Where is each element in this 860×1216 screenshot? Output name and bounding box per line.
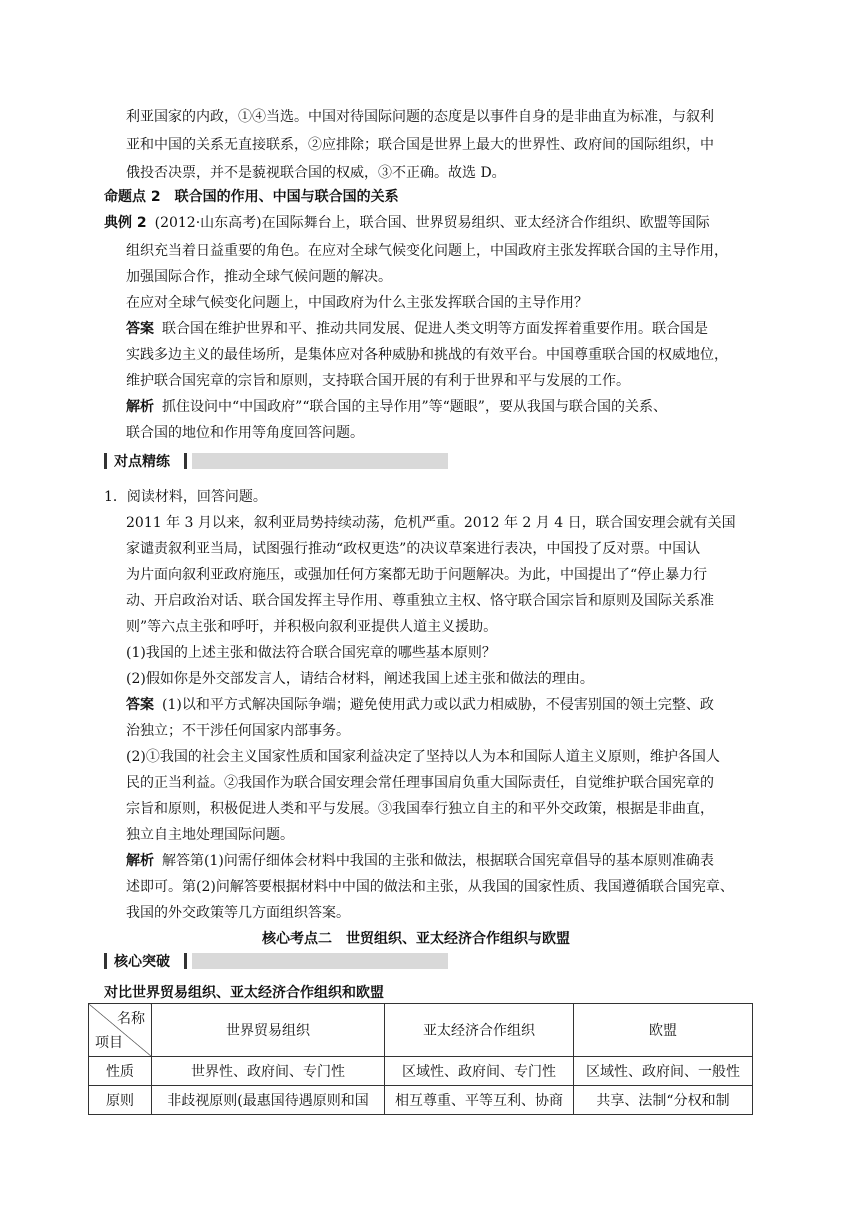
table-cell: 非歧视原则(最惠国待遇原则和国	[152, 1086, 385, 1115]
material-line: 动、开启政治对话、联合国发挥主导作用、尊重独立主权、恪守联合国宗旨和原则及国际关系准	[126, 593, 714, 609]
material-line: 家谴责叙利亚当局，试图强行推动“政权更迭”的决议草案进行表决，中国投了反对票。中国认	[126, 541, 701, 557]
example-line	[104, 213, 710, 233]
section-bar-tick	[184, 453, 187, 469]
section-bar-tick	[184, 953, 187, 969]
table-header-row	[89, 1004, 753, 1057]
proposition-point-heading: 命题点 2 联合国的作用、中国与联合国的关系	[104, 189, 399, 205]
answer-line	[126, 695, 714, 715]
section-bar-fill	[192, 453, 448, 469]
section-bar-fill	[192, 953, 448, 969]
analysis-line	[126, 397, 667, 417]
section-bar-practice	[104, 452, 448, 470]
answer-label: 答案	[126, 697, 154, 713]
text-line: 实践多边主义的最佳场所，是集体应对各种威胁和挑战的有效平台。中国尊重联合国的权威地位，	[126, 347, 728, 363]
analysis-text: 解答第(1)问需仔细体会材料中我国的主张和做法，根据联合国宪章倡导的基本原则准确表	[162, 853, 714, 869]
text-line: 治独立；不干涉任何国家内部事务。	[126, 723, 350, 739]
corner-label-item: 项目	[95, 1035, 123, 1051]
text-line: 宗旨和原则，积极促进人类和平与发展。③我国奉行独立自主的和平外交政策，根据是非曲直，	[126, 801, 714, 817]
core-topic-heading: 核心考点二 世贸组织、亚太经济合作组织与欧盟	[262, 931, 570, 947]
sub-question: (1)我国的上述主张和做法符合联合国宪章的哪些基本原则？	[126, 645, 496, 661]
text-line: 我国的外交政策等几方面组织答案。	[126, 905, 350, 921]
section-bar-tick	[104, 453, 107, 469]
answer-label: 答案	[126, 321, 154, 337]
text-line: 述即可。第(2)问解答要根据材料中中国的做法和主张，从我国的国家性质、我国遵循联合国宪章、	[126, 879, 734, 895]
table-cell: 共享、法制“分权和制	[574, 1086, 753, 1115]
example-label: 典例 2	[104, 215, 147, 231]
analysis-line	[126, 851, 714, 871]
text-line: 加强国际合作，推动全球气候问题的解决。	[126, 269, 392, 285]
row-label: 原则	[89, 1086, 152, 1115]
table-corner-cell	[89, 1004, 152, 1057]
table-cell: 区域性、政府间、一般性	[574, 1057, 753, 1086]
section-title: 对点精练	[114, 454, 170, 470]
material-line: 2011 年 3 月以来，叙利亚局势持续动荡，危机严重。2012 年 2 月 4 日，联合国安理会就有关国	[126, 515, 736, 531]
section-title: 核心突破	[114, 954, 170, 970]
row-label: 性质	[89, 1057, 152, 1086]
answer-line	[126, 319, 708, 339]
table-header-cell: 亚太经济合作组织	[385, 1004, 574, 1057]
analysis-label: 解析	[126, 853, 154, 869]
table-header-cell: 世界贸易组织	[152, 1004, 385, 1057]
text-line: 联合国的地位和作用等角度回答问题。	[126, 425, 364, 441]
question-heading: 1．阅读材料，回答问题。	[104, 489, 267, 505]
text-line: 维护联合国宪章的宗旨和原则，支持联合国开展的有利于世界和平与发展的工作。	[126, 373, 630, 389]
text-line: 民的正当利益。②我国作为联合国安理会常任理事国肩负重大国际责任，自觉维护联合国宪章的	[126, 775, 714, 791]
example-text: (2012·山东高考)在国际舞台上，联合国、世界贸易组织、亚太经济合作组织、欧盟等国际	[154, 215, 710, 231]
comparison-table	[88, 1003, 753, 1115]
text-line: 俄投否决票，并不是藐视联合国的权威，③不正确。故选 D。	[126, 165, 506, 181]
table-row	[89, 1057, 753, 1086]
question-text: 在应对全球气候变化问题上，中国政府为什么主张发挥联合国的主导作用？	[126, 295, 588, 311]
text-line: 利亚国家的内政，①④当选。中国对待国际问题的态度是以事件自身的是非曲直为标准，与叙利	[126, 109, 714, 125]
material-line: 则”等六点主张和呼吁，并积极向叙利亚提供人道主义援助。	[126, 619, 498, 635]
section-bar-core	[104, 952, 448, 970]
table-cell: 区域性、政府间、专门性	[385, 1057, 574, 1086]
analysis-text: 抓住设问中“中国政府”“联合国的主导作用”等“题眼”，要从我国与联合国的关系、	[162, 399, 667, 415]
section-bar-tick	[104, 953, 107, 969]
table-row	[89, 1086, 753, 1115]
answer-text: 联合国在维护世界和平、推动共同发展、促进人类文明等方面发挥着重要作用。联合国是	[162, 321, 708, 337]
analysis-label: 解析	[126, 399, 154, 415]
material-line: 为片面向叙利亚政府施压，或强加任何方案都无助于问题解决。为此，中国提出了“停止暴力行	[126, 567, 708, 583]
text-line: 独立自主地处理国际问题。	[126, 827, 294, 843]
table-cell: 世界性、政府间、专门性	[152, 1057, 385, 1086]
answer-text: (1)以和平方式解决国际争端；避免使用武力或以武力相威胁，不侵害别国的领土完整、政	[162, 697, 714, 713]
text-line: 组织充当着日益重要的角色。在应对全球气候变化问题上，中国政府主张发挥联合国的主导作用，	[126, 243, 728, 259]
table-caption: 对比世界贸易组织、亚太经济合作组织和欧盟	[104, 985, 384, 1001]
sub-question: (2)假如你是外交部发言人，请结合材料，阐述我国上述主张和做法的理由。	[126, 671, 594, 687]
corner-label-name: 名称	[117, 1011, 145, 1027]
table-header-cell: 欧盟	[574, 1004, 753, 1057]
text-line: (2)①我国的社会主义国家性质和国家利益决定了坚持以人为本和国际人道主义原则，维护各国人	[126, 749, 720, 765]
text-line: 亚和中国的关系无直接联系，②应排除；联合国是世界上最大的世界性、政府间的国际组织，中	[126, 137, 714, 153]
table-cell: 相互尊重、平等互利、协商	[385, 1086, 574, 1115]
